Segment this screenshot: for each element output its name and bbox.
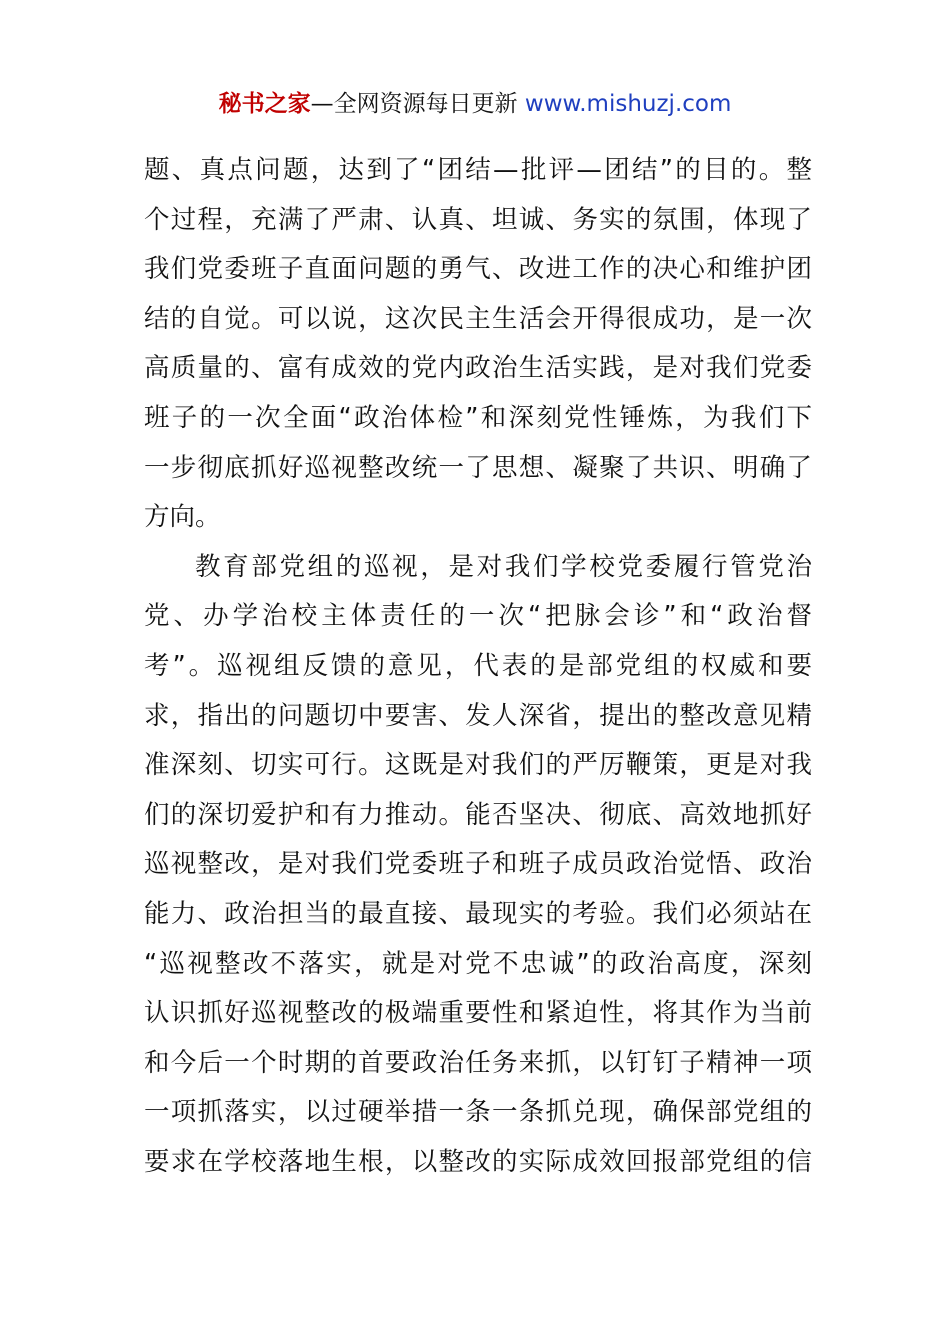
text-line: 要求在学校落地生根，以整改的实际成效回报部党组的信 — [144, 1146, 812, 1177]
text-line: 我们党委班子直面问题的勇气、改进工作的决心和维护团 — [144, 254, 812, 285]
text-line: 班子的一次全面“政治体检”和深刻党性锤炼，为我们下 — [144, 402, 812, 433]
text-line: 结的自觉。可以说，这次民主生活会开得很成功，是一次 — [144, 303, 812, 334]
text-line: 考”。巡视组反馈的意见，代表的是部党组的权威和要 — [144, 650, 812, 681]
header-url-link[interactable]: www.mishuzj.com — [524, 91, 732, 117]
text-line: 高质量的、富有成效的党内政治生活实践，是对我们党委 — [144, 353, 812, 384]
text-line: 巡视整改，是对我们党委班子和班子成员政治觉悟、政治 — [144, 849, 812, 880]
text-line: 一项抓落实，以过硬举措一条一条抓兑现，确保部党组的 — [144, 1097, 812, 1128]
paragraph-1 — [144, 146, 812, 543]
brand-name: 秘书之家 — [218, 91, 311, 117]
text-line: 准深刻、切实可行。这既是对我们的严厉鞭策，更是对我 — [144, 750, 812, 781]
header-tagline: —全网资源每日更新 — [310, 91, 525, 117]
text-line: 和今后一个时期的首要政治任务来抓，以钉钉子精神一项 — [144, 1047, 812, 1078]
text-line: 一步彻底抓好巡视整改统一了思想、凝聚了共识、明确了 — [144, 452, 812, 483]
text-line: 题、真点问题，达到了“团结—批评—团结”的目的。整 — [144, 155, 812, 185]
text-line: 党、办学治校主体责任的一次“把脉会诊”和“政治督 — [144, 601, 812, 632]
text-line: 认识抓好巡视整改的极端重要性和紧迫性，将其作为当前 — [144, 998, 812, 1029]
text-line: “巡视整改不落实，就是对党不忠诚”的政治高度，深刻 — [144, 948, 812, 979]
document-body — [144, 146, 812, 1187]
page-header — [0, 88, 950, 120]
text-line: 个过程，充满了严肃、认真、坦诚、务实的氛围，体现了 — [144, 204, 812, 235]
text-line: 们的深切爱护和有力推动。能否坚决、彻底、高效地抓好 — [144, 799, 812, 830]
paragraph-2 — [144, 543, 812, 1188]
text-line: 求，指出的问题切中要害、发人深省，提出的整改意见精 — [144, 700, 812, 731]
text-line: 方向。 — [144, 502, 221, 533]
text-line: 教育部党组的巡视，是对我们学校党委履行管党治 — [195, 551, 812, 582]
text-line: 能力、政治担当的最直接、最现实的考验。我们必须站在 — [144, 898, 812, 929]
